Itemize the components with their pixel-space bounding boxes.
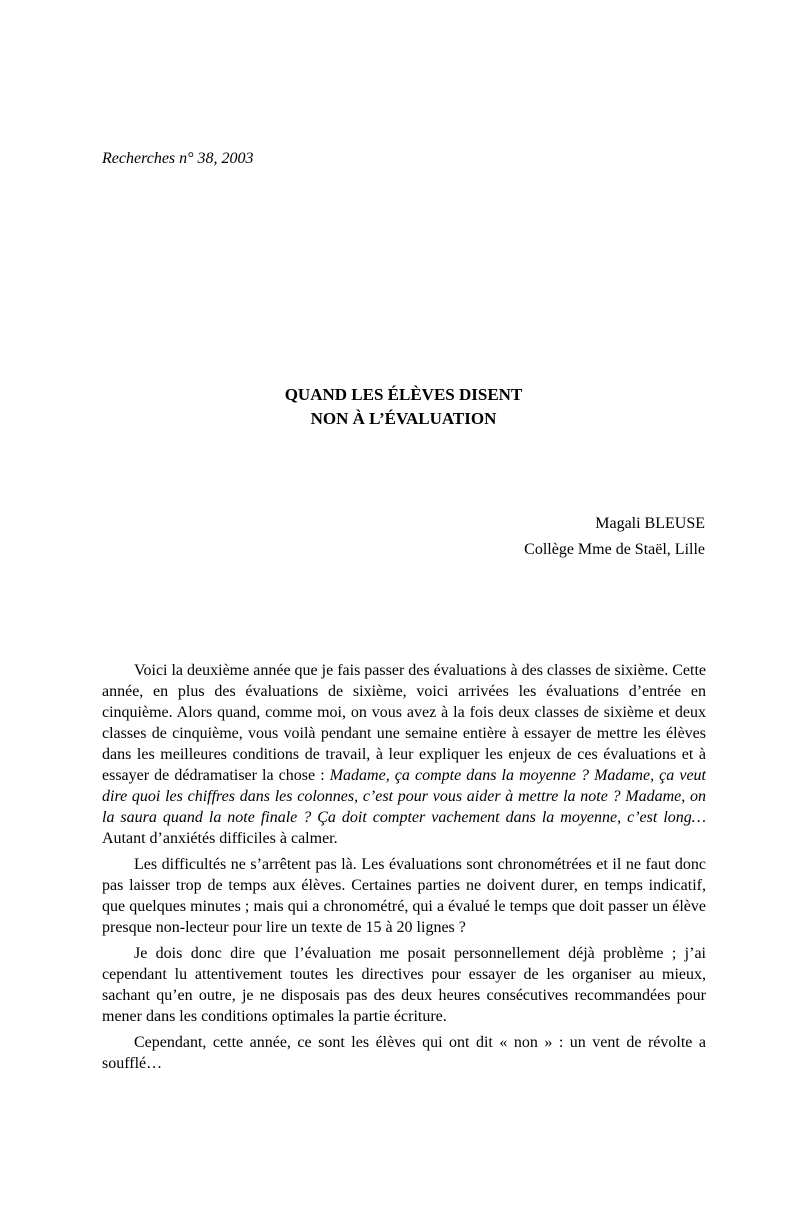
article-title xyxy=(0,383,807,431)
author-name: Magali BLEUSE xyxy=(595,515,705,532)
paragraph-3: Je dois donc dire que l’évaluation me posait personnellement déjà problème ; j’ai cependant lu attentivement toutes les directives pour essayer de les organiser au mieux, sachant qu’en outre, je ne disposais pas des deux heures consécutives recommandées pour mener dans les conditions optimales la partie écriture. xyxy=(102,945,706,1025)
author-block xyxy=(524,511,705,563)
author-affiliation: Collège Mme de Staël, Lille xyxy=(524,541,705,558)
paragraph-1 xyxy=(102,660,706,849)
paragraph-1-text-b: Autant d’anxiétés difficiles à calmer. xyxy=(102,830,338,847)
paragraph-4: Cependant, cette année, ce sont les élèves qui ont dit « non » : un vent de révolte a soufflé… xyxy=(102,1034,706,1072)
paragraph-2: Les difficultés ne s’arrêtent pas là. Les évaluations sont chronométrées et il ne faut donc pas laisser trop de temps aux élèves. Certaines parties ne doivent durer, en temps indicatif, que quelques minutes ; mais qui a chronométré, qui a évalué le temps que doit passer un élève presque non-lecteur pour lire un texte de 15 à 20 lignes ? xyxy=(102,856,706,936)
paragraph-1-quote: Madame, ça compte dans la moyenne ? Madame, ça veut dire quoi les chiffres dans les colonnes, c’est pour vous aider à mettre la note ? Madame, on la saura quand la note finale ? Ça doit compter vachement dans la moyenne, c’est long… xyxy=(102,767,706,826)
article-body xyxy=(102,660,706,1079)
running-head: Recherches n° 38, 2003 xyxy=(102,150,254,167)
title-line-2: NON À L’ÉVALUATION xyxy=(310,409,497,428)
title-line-1: QUAND LES ÉLÈVES DISENT xyxy=(284,385,523,404)
paragraph-1-text-a: Voici la deuxième année que je fais passer des évaluations à des classes de sixième. Cette année, en plus des évaluations de sixième, voici arrivées les évaluations d’entrée en cinquième. Alors quand, comme moi, on vous avez à la fois deux classes de sixième et deux classes de cinquième, vous voilà pendant une semaine entière à essayer de mettre les élèves dans les meilleures conditions de travail, à leur expliquer les enjeux de ces évaluations et à essayer de dédramatiser la chose : xyxy=(102,662,706,784)
